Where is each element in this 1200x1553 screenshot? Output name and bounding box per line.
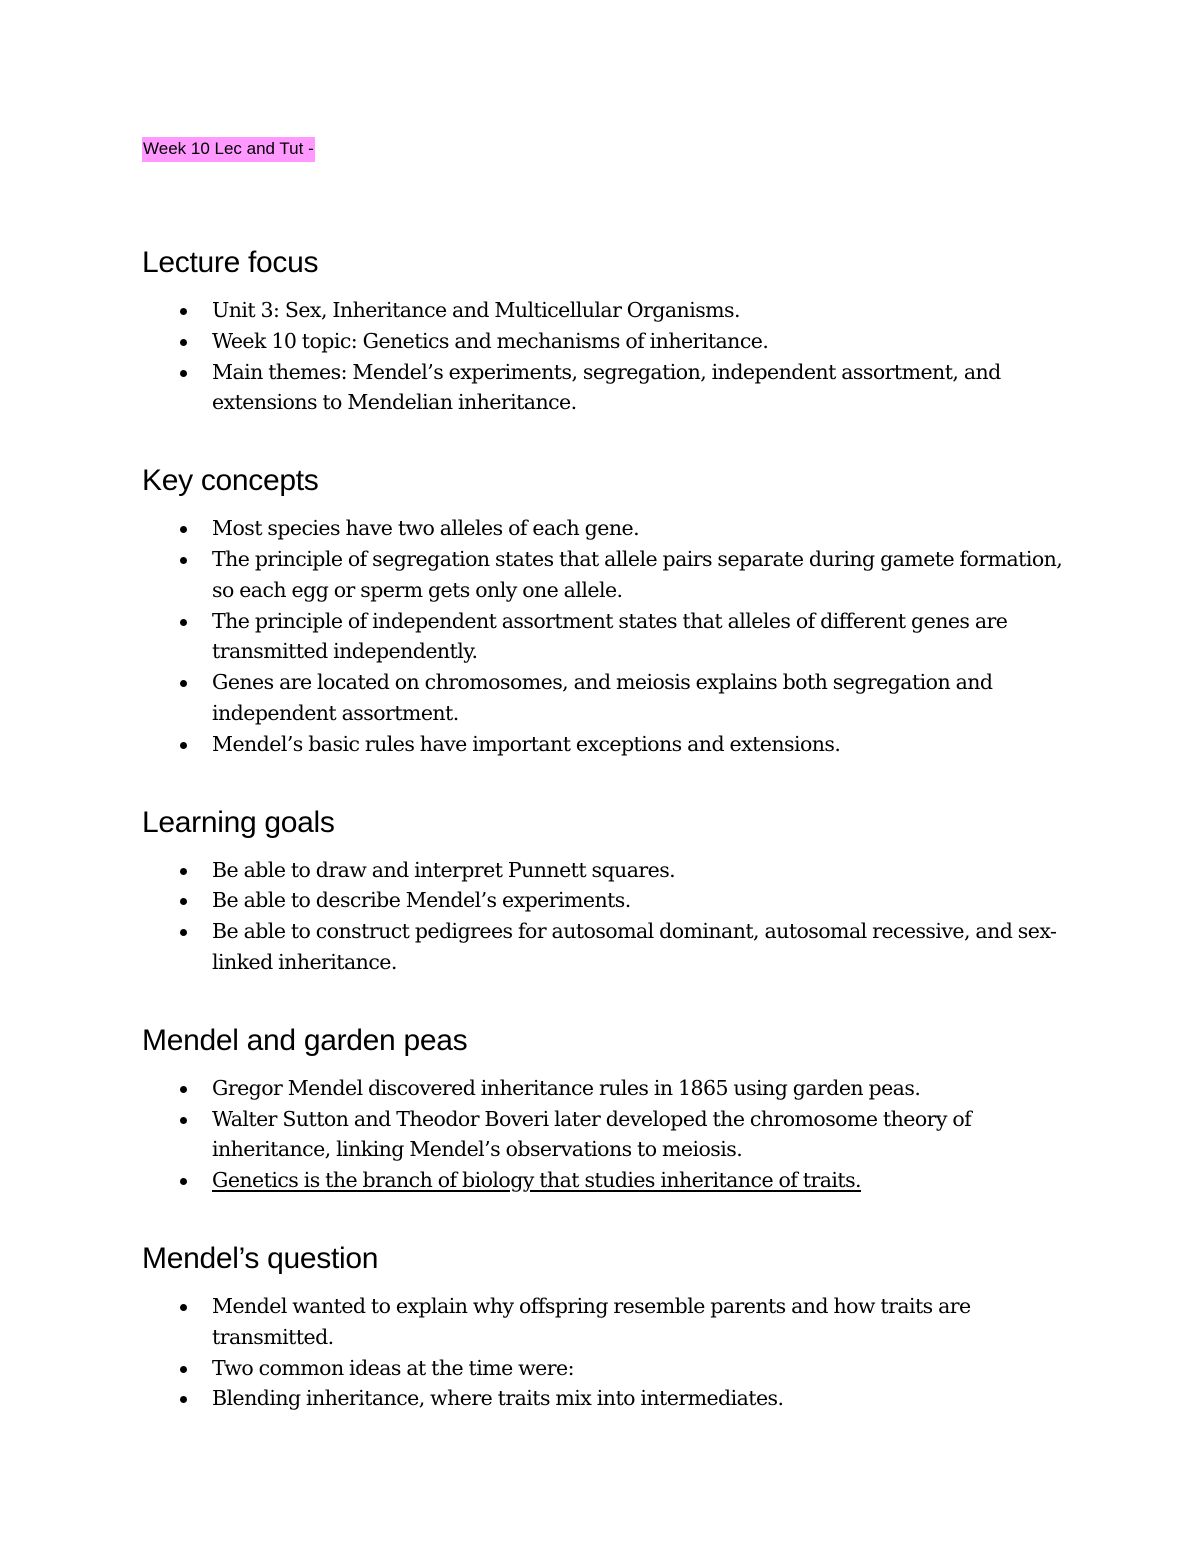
bullet-item: The principle of segregation states that allele pairs separate during gamete formation, so each egg or sperm gets only one allele. [212, 544, 1082, 606]
bullet-list [142, 855, 1082, 978]
bullet-dot-icon [180, 370, 187, 377]
bullet-item: Most species have two alleles of each gene. [212, 513, 1082, 544]
section-heading: Lecture focus [142, 246, 319, 279]
section-mendels-question [142, 1239, 1082, 1414]
document-title-line [142, 138, 1082, 170]
bullet-dot-icon [180, 1086, 187, 1093]
section-learning-goals [142, 803, 1082, 978]
bullet-item: Be able to describe Mendel’s experiments. [212, 885, 1082, 916]
bullet-list [142, 1073, 1082, 1196]
section-heading: Key concepts [142, 464, 319, 498]
bullet-item: Unit 3: Sex, Inheritance and Multicellular Organisms. [212, 295, 1082, 326]
bullet-item: Blending inheritance, where traits mix into intermediates. [212, 1383, 1082, 1414]
underlined-definition: Genetics is the branch of biology that studies inheritance of traits. [212, 1168, 862, 1193]
bullet-dot-icon [180, 1304, 187, 1311]
bullet-dot-icon [180, 868, 187, 875]
bullet-item: Mendel’s basic rules have important exceptions and extensions. [212, 729, 1082, 760]
bullet-dot-icon [180, 308, 187, 315]
bullet-item: The principle of independent assortment states that alleles of different genes are transmitted independently. [212, 606, 1082, 668]
bullet-item: Week 10 topic: Genetics and mechanisms of inheritance. [212, 326, 1082, 357]
bullet-item: Be able to draw and interpret Punnett squares. [212, 855, 1082, 886]
section-mendel-and-garden-peas [142, 1021, 1082, 1196]
bullet-dot-icon [180, 1396, 187, 1403]
section-heading: Mendel’s question [142, 1241, 379, 1275]
bullet-item: Two common ideas at the time were: [212, 1353, 1082, 1384]
bullet-dot-icon [180, 619, 187, 626]
document-title: Week 10 Lec and Tut - [142, 137, 315, 162]
bullet-item [212, 1165, 1082, 1196]
bullet-dot-icon [180, 680, 187, 687]
document-page [142, 138, 1082, 1414]
bullet-item: Genes are located on chromosomes, and meiosis explains both segregation and independent assortment. [212, 667, 1082, 729]
bullet-item: Be able to construct pedigrees for autosomal dominant, autosomal recessive, and sex-linked inheritance. [212, 916, 1082, 978]
bullet-dot-icon [180, 742, 187, 749]
bullet-list [142, 1291, 1082, 1414]
bullet-dot-icon [180, 1117, 187, 1124]
bullet-item: Gregor Mendel discovered inheritance rules in 1865 using garden peas. [212, 1073, 1082, 1104]
section-heading: Mendel and garden peas [142, 1023, 468, 1057]
section-heading: Learning goals [142, 805, 335, 839]
bullet-list [142, 513, 1082, 759]
bullet-dot-icon [180, 1178, 187, 1185]
bullet-dot-icon [180, 929, 187, 936]
bullet-item: Mendel wanted to explain why offspring resemble parents and how traits are transmitted. [212, 1291, 1082, 1353]
bullet-dot-icon [180, 1366, 187, 1373]
bullet-list [142, 295, 1082, 418]
section-key-concepts [142, 461, 1082, 759]
bullet-dot-icon [180, 526, 187, 533]
bullet-item: Main themes: Mendel’s experiments, segregation, independent assortment, and extensions to Mendelian inheritance. [212, 357, 1082, 419]
bullet-dot-icon [180, 339, 187, 346]
bullet-dot-icon [180, 898, 187, 905]
section-lecture-focus [142, 243, 1082, 418]
bullet-item: Walter Sutton and Theodor Boveri later developed the chromosome theory of inheritance, linking Mendel’s observations to meiosis. [212, 1104, 1082, 1166]
bullet-dot-icon [180, 557, 187, 564]
